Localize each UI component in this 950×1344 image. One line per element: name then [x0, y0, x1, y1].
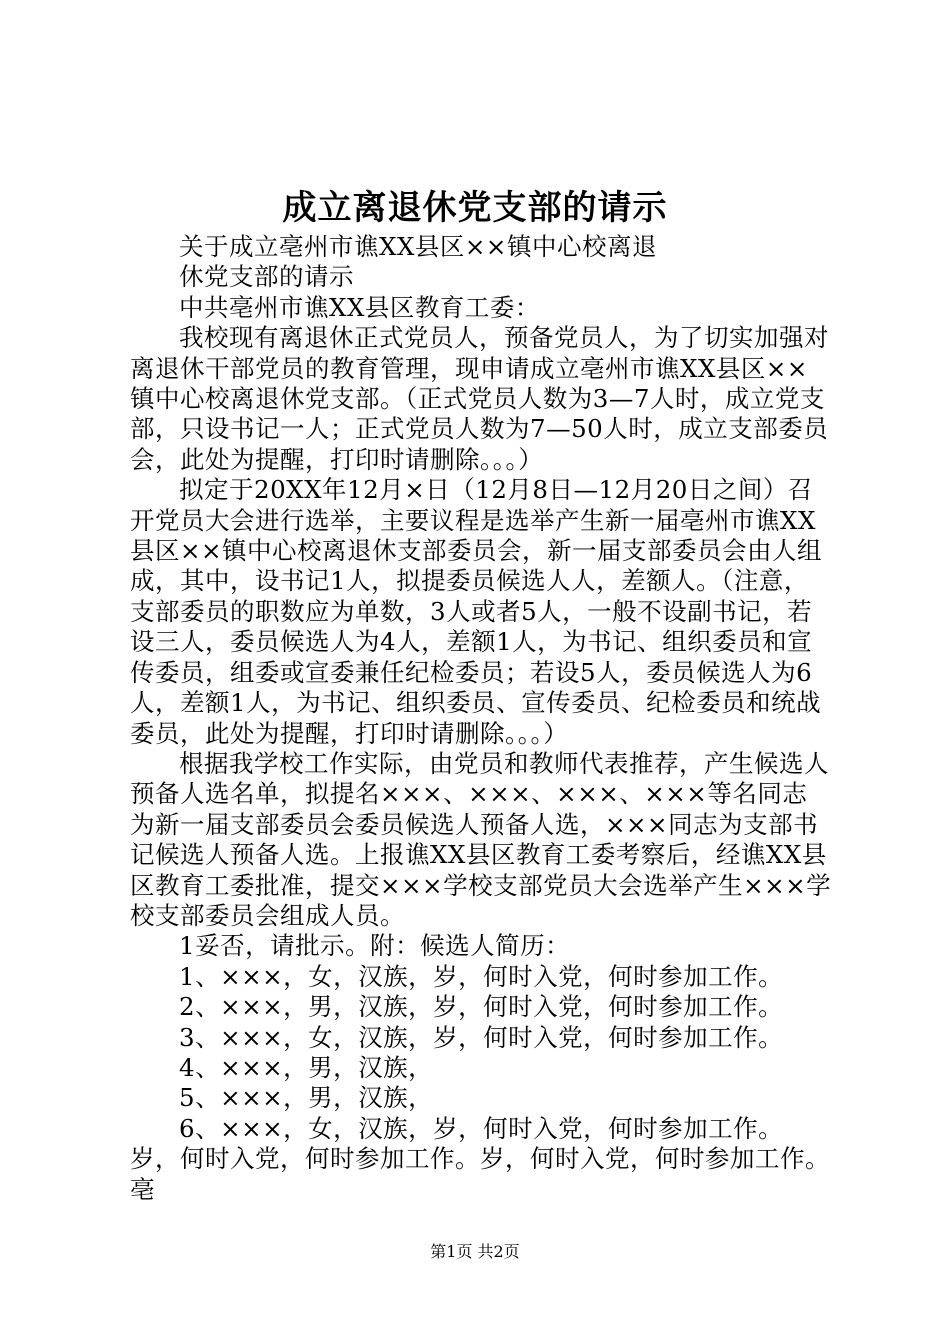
paragraph-nomination: 根据我学校工作实际，由党员和教师代表推荐，产生候选人预备人选名单，拟提名×××、×××、×××、×××等名同志为新一届支部委员会委员候选人预备人选，×××同志为支部书记候选人预备人选。上报谯XX县区教育工委考察后，经谯XX县区教育工委批准，提交×××学校支部党员大会选举产生×××学校支部委员会组成人员。 [130, 748, 832, 930]
paragraph-request-approval: 1妥否，请批示。附：候选人简历： [179, 931, 571, 961]
document-title: 成立离退休党支部的请示 [282, 188, 668, 228]
paragraph-election-plan: 拟定于20XX年12月×日（12月8日—12月20日之间）召开党员大会进行选举，主要议程是选举产生新一届亳州市谯XX县区××镇中心校离退休支部委员会，新一届支部委员会由人组成，其中，设书记1人，拟提委员候选人人，差额人。（注意，支部委员的职数应为单数，3人或者5人，一般不设副书记，若设三人，委员候选人为4人，差额1人，为书记、组织委员和宣传委员，组委或宣委兼任纪检委员；若设5人，委员候选人为6人，差额1人，为书记、组织委员、宣传委员、纪检委员和统战委员，此处为提醒，打印时请删除。。。） [130, 475, 823, 748]
candidate-item: 1、×××，女，汉族，岁，何时入党，何时参加工作。 [179, 961, 784, 991]
page-number-footer: 第1页 共2页 [430, 1242, 520, 1261]
candidate-item: 2、×××，男，汉族，岁，何时入党，何时参加工作。 [179, 992, 784, 1022]
candidate-item: 5、×××，男，汉族， [179, 1083, 434, 1113]
subject-line-1: 关于成立亳州市谯XX县区××镇中心校离退 [179, 232, 657, 261]
document-body [130, 232, 832, 1205]
subject-line-2: 休党支部的请示 [179, 262, 354, 292]
candidate-item: 4、×××，男，汉族， [179, 1052, 434, 1082]
addressee: 中共亳州市谯XX县区教育工委： [179, 292, 540, 322]
paragraph-current-members: 我校现有离退休正式党员人，预备党员人，为了切实加强对离退休干部党员的教育管理，现申请成立亳州市谯XX县区××镇中心校离退休党支部。（正式党员人数为3—7人时，成立党支部，只设书记一人；正式党员人数为7—50人时，成立支部委员会，此处为提醒，打印时请删除。。。） [130, 323, 829, 474]
candidate-item: 6、×××，女，汉族，岁，何时入党，何时参加工作。岁，何时入党，何时参加工作。岁，何时入党，何时参加工作。亳 [130, 1113, 830, 1204]
candidate-item: 3、×××，女，汉族，岁，何时入党，何时参加工作。 [179, 1022, 784, 1052]
